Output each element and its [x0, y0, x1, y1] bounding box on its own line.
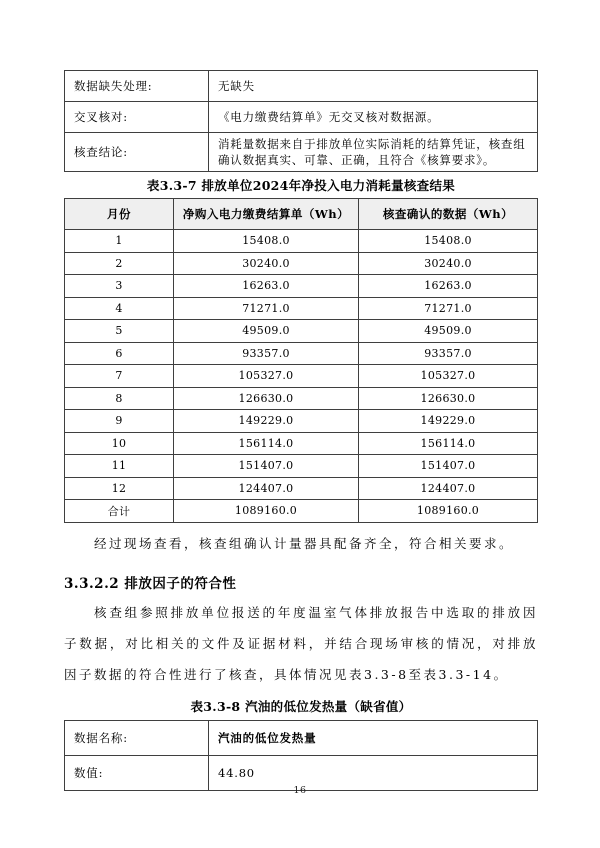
meter-check-paragraph: 经过现场查看，核查组确认计量器具配备齐全，符合相关要求。: [94, 535, 515, 551]
table-row: [65, 432, 538, 455]
table-cell: 12: [65, 477, 174, 500]
table-cell: 149229.0: [359, 410, 538, 433]
table-cell: 151407.0: [359, 455, 538, 478]
table-338-caption: 表3.3-8 汽油的低位发热量（缺省值）: [190, 698, 412, 714]
data-quality-table-body: [65, 71, 538, 172]
row-value: 无缺失: [209, 71, 538, 102]
table-cell: 126630.0: [359, 387, 538, 410]
row-label: 核查结论:: [65, 133, 209, 172]
table-cell: 124407.0: [174, 477, 359, 500]
page-number: 16: [293, 785, 307, 796]
table-cell: 156114.0: [174, 432, 359, 455]
table-row: [65, 500, 538, 523]
table-cell: 11: [65, 455, 174, 478]
table-cell: 7: [65, 365, 174, 388]
row-value: 汽油的低位发热量: [209, 720, 538, 755]
gasoline-heating-value-table: [64, 720, 538, 791]
electricity-table-body: [65, 230, 538, 523]
table-cell: 93357.0: [174, 342, 359, 365]
section-heading: 3.3.2.2 排放因子的符合性: [64, 575, 237, 592]
row-label: 数据名称:: [65, 720, 209, 755]
table-row: [65, 71, 538, 102]
table-cell: 126630.0: [174, 387, 359, 410]
table-row: [65, 410, 538, 433]
table-cell: 105327.0: [174, 365, 359, 388]
column-header-month: 月份: [65, 199, 174, 230]
table-cell: 9: [65, 410, 174, 433]
table-cell: 151407.0: [174, 455, 359, 478]
electricity-table-header: [65, 199, 538, 230]
table-cell: 149229.0: [174, 410, 359, 433]
row-label: 交叉核对:: [65, 102, 209, 133]
table-cell: 10: [65, 432, 174, 455]
table-row: [65, 102, 538, 133]
table-cell: 4: [65, 297, 174, 320]
table-cell: 3: [65, 275, 174, 298]
table-cell: 15408.0: [359, 230, 538, 253]
table-row: [65, 477, 538, 500]
table-cell: 1: [65, 230, 174, 253]
table-row: [65, 365, 538, 388]
table-cell: 15408.0: [174, 230, 359, 253]
table-row: [65, 342, 538, 365]
table-337-caption: 表3.3-7 排放单位2024年净投入电力消耗量核查结果: [146, 178, 456, 193]
table-cell: 71271.0: [359, 297, 538, 320]
table-cell: 71271.0: [174, 297, 359, 320]
table-cell: 8: [65, 387, 174, 410]
table-row: [65, 275, 538, 298]
row-label: 数值:: [65, 755, 209, 790]
table-row: [65, 133, 538, 172]
table-cell: 105327.0: [359, 365, 538, 388]
row-value: 44.80: [209, 755, 538, 790]
table-cell: 5: [65, 320, 174, 343]
table-cell: 1089160.0: [174, 500, 359, 523]
column-header-verified: 核查确认的数据（Wh）: [359, 199, 538, 230]
section-paragraph: 核查组参照排放单位报送的年度温室气体排放报告中选取的排放因子数据，对比相关的文件及证据材料，并结合现场审核的情况，对排放因子数据的符合性进行了核查，具体情况见表3.3-8至表3.3-14。: [64, 604, 538, 682]
table-cell: 49509.0: [174, 320, 359, 343]
electricity-consumption-table: [64, 198, 538, 523]
table-cell: 合计: [65, 500, 174, 523]
table-row: [65, 230, 538, 253]
table-row: [65, 297, 538, 320]
table-cell: 93357.0: [359, 342, 538, 365]
table-cell: 2: [65, 252, 174, 275]
table-row: [65, 720, 538, 755]
table-row: [65, 252, 538, 275]
table-row: [65, 455, 538, 478]
row-value: 消耗量数据来自于排放单位实际消耗的结算凭证，核查组确认数据真实、可靠、正确，且符合《核算要求》。: [209, 133, 538, 172]
table-row: [65, 320, 538, 343]
table-cell: 16263.0: [174, 275, 359, 298]
data-quality-table: [64, 70, 538, 172]
table-cell: 16263.0: [359, 275, 538, 298]
table-cell: 6: [65, 342, 174, 365]
row-label: 数据缺失处理:: [65, 71, 209, 102]
column-header-billing: 净购入电力缴费结算单（Wh）: [174, 199, 359, 230]
row-value: 《电力缴费结算单》无交叉核对数据源。: [209, 102, 538, 133]
table-cell: 124407.0: [359, 477, 538, 500]
gasoline-table-body: [65, 720, 538, 790]
table-cell: 30240.0: [174, 252, 359, 275]
table-cell: 1089160.0: [359, 500, 538, 523]
table-cell: 49509.0: [359, 320, 538, 343]
header-row: [65, 199, 538, 230]
table-cell: 30240.0: [359, 252, 538, 275]
table-row: [65, 387, 538, 410]
table-cell: 156114.0: [359, 432, 538, 455]
